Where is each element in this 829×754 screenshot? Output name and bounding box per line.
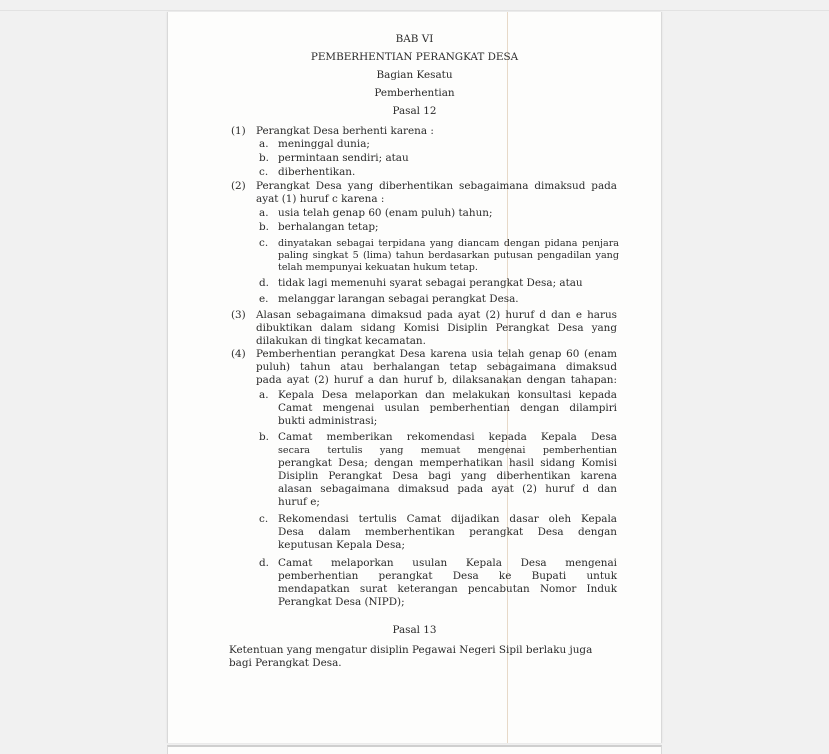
part-title: Pemberhentian — [374, 87, 455, 99]
chapter-heading: BAB VI — [395, 33, 434, 45]
item-text: Kepala Desa melaporkan dan melakukan konsultasi kepada — [278, 389, 617, 401]
item-text: Camat memberikan rekomendasi kepada Kepala Desa — [278, 431, 617, 443]
item-text: mendapatkan surat keterangan pencabutan Nomor Induk — [278, 583, 617, 595]
document-page — [167, 12, 662, 743]
paragraph-2-line: ayat (1) huruf c karena : — [256, 193, 385, 205]
item-text: keputusan Kepala Desa; — [278, 539, 405, 551]
item-text: Disiplin Perangkat Desa bagi yang diberhentikan karena — [278, 470, 617, 482]
paragraph-number: (4) — [231, 348, 246, 360]
paragraph-3-line: dilakukan di tingkat kecamatan. — [256, 335, 426, 347]
paragraph-1-text: Perangkat Desa berhenti karena : — [256, 125, 434, 137]
item-text: Camat melaporkan usulan Kepala Desa mengenai — [278, 557, 617, 569]
paragraph-3-line: Alasan sebagaimana dimaksud pada ayat (2) huruf d dan e harus — [256, 309, 617, 321]
paragraph-4-line: Pemberhentian perangkat Desa karena usia telah genap 60 (enam — [256, 348, 617, 360]
item-letter: c. — [259, 237, 269, 249]
paragraph-3-line: dibuktikan dalam sidang Komisi Disiplin Perangkat Desa yang — [256, 322, 617, 334]
item-text: dinyatakan sebagai terpidana yang diancam dengan pidana penjara — [278, 238, 619, 249]
paragraph-4-line: puluh) tahun atau berhalangan tetap sebagaimana dimaksud — [256, 361, 617, 373]
item-text: bukti administrasi; — [278, 415, 378, 427]
item-text: telah mempunyai kekuatan hukum tetap. — [278, 262, 478, 273]
article-12-heading: Pasal 12 — [392, 105, 437, 117]
paragraph-number: (3) — [231, 309, 246, 321]
item-letter: a. — [259, 138, 269, 150]
paragraph-number: (1) — [231, 125, 246, 137]
chapter-title: PEMBERHENTIAN PERANGKAT DESA — [310, 51, 519, 63]
paragraph-number: (2) — [231, 180, 246, 192]
item-text: tidak lagi memenuhi syarat sebagai perangkat Desa; atau — [278, 277, 583, 289]
item-text: diberhentikan. — [278, 166, 356, 178]
item-letter: a. — [259, 389, 269, 401]
item-letter: b. — [259, 152, 269, 164]
next-page-edge — [167, 745, 662, 754]
item-letter: c. — [259, 513, 269, 525]
item-text: berhalangan tetap; — [278, 221, 379, 233]
item-text: secara tertulis yang memuat mengenai pemberhentian — [278, 445, 617, 456]
item-text: Rekomendasi tertulis Camat dijadikan dasar oleh Kepala — [278, 513, 617, 525]
item-letter: d. — [259, 557, 269, 569]
item-text: permintaan sendiri; atau — [278, 152, 409, 164]
item-text: perangkat Desa; dengan memperhatikan hasil sidang Komisi — [278, 457, 617, 469]
item-letter: b. — [259, 431, 269, 443]
paragraph-2-line: Perangkat Desa yang diberhentikan sebagaimana dimaksud pada — [256, 180, 617, 192]
item-letter: b. — [259, 221, 269, 233]
part-heading: Bagian Kesatu — [376, 69, 453, 81]
item-text: Perangkat Desa (NIPD); — [278, 596, 405, 608]
item-text: pemberhentian perangkat Desa ke Bupati untuk — [278, 570, 617, 582]
item-letter: d. — [259, 277, 269, 289]
item-text: melanggar larangan sebagai perangkat Desa. — [278, 293, 519, 305]
article-13-line: bagi Perangkat Desa. — [229, 657, 342, 669]
item-text: meninggal dunia; — [278, 138, 370, 150]
viewer-top-border — [0, 10, 829, 11]
paragraph-4-line: pada ayat (2) huruf a dan huruf b, dilaksanakan dengan tahapan: — [256, 374, 617, 386]
item-text: paling singkat 5 (lima) tahun berdasarkan putusan pengadilan yang — [278, 250, 619, 261]
item-letter: a. — [259, 207, 269, 219]
item-text: Camat mengenai usulan pemberhentian dengan dilampiri — [278, 402, 617, 414]
item-text: alasan sebagaimana dimaksud pada ayat (2) huruf d dan — [278, 483, 617, 495]
article-13-heading: Pasal 13 — [392, 624, 437, 636]
item-letter: c. — [259, 166, 269, 178]
item-text: usia telah genap 60 (enam puluh) tahun; — [278, 207, 493, 219]
item-text: Desa dalam memberhentikan perangkat Desa dengan — [278, 526, 617, 538]
item-letter: e. — [259, 293, 269, 305]
item-text: huruf e; — [278, 496, 320, 508]
article-13-line: Ketentuan yang mengatur disiplin Pegawai Negeri Sipil berlaku juga — [229, 644, 593, 656]
